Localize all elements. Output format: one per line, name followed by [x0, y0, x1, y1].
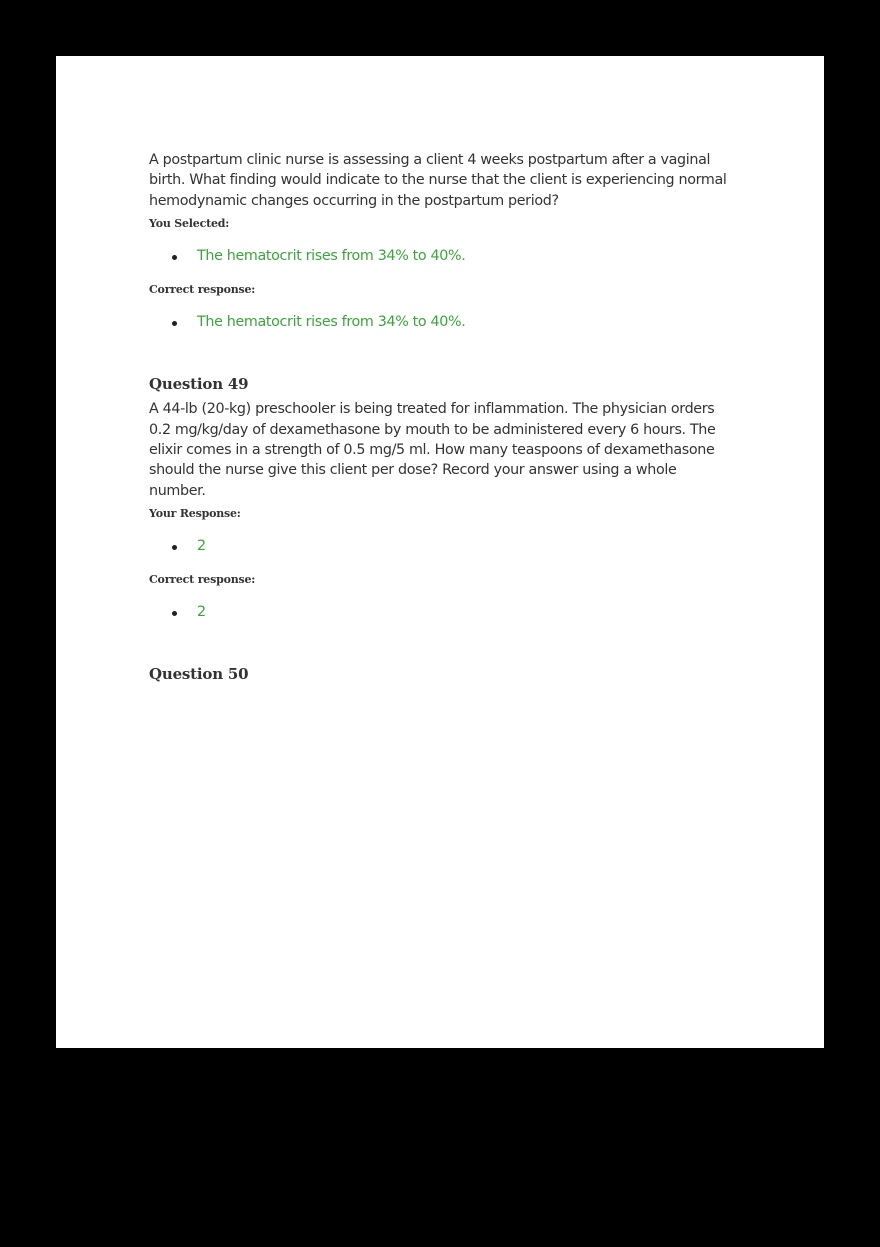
you-selected-label: You Selected: — [149, 217, 230, 231]
document-page — [56, 56, 824, 1048]
correct-answer-text: 2 — [197, 604, 206, 621]
question-prompt: A 44-lb (20-kg) preschooler is being treated for inflammation. The physician orders 0.2 mg/kg/day of dexamethasone by mouth to be administered every 6 hours. The elixir comes in a strength of 0.5 mg/5 ml. How many teaspoons of dexamethasone should the nurse give this client per dose? Record your answer using a whole number. — [149, 401, 716, 499]
question-heading: Question 50 — [149, 665, 249, 684]
question-prompt: A postpartum clinic nurse is assessing a client 4 weeks postpartum after a vaginal birth. What finding would indicate to the nurse that the client is experiencing normal hemodynamic changes occurring in the postpartum period? — [149, 152, 727, 209]
your-response-text: 2 — [197, 538, 206, 555]
correct-answer-list — [149, 602, 729, 622]
bullet-icon — [172, 611, 177, 616]
question-heading: Question 49 — [149, 375, 249, 394]
selected-answer-text: The hematocrit rises from 34% to 40%. — [197, 248, 466, 265]
page-content — [149, 150, 729, 683]
your-response-list — [149, 536, 729, 556]
question-49 — [149, 375, 729, 622]
your-response-item — [149, 536, 729, 556]
correct-response-label: Correct response: — [149, 573, 256, 587]
bullet-icon — [172, 321, 177, 326]
bullet-icon — [172, 545, 177, 550]
question-50 — [149, 665, 729, 683]
correct-answer-item — [149, 312, 729, 332]
selected-answer-list — [149, 246, 729, 266]
correct-response-label: Correct response: — [149, 283, 256, 297]
question-48 — [149, 150, 729, 332]
bullet-icon — [172, 255, 177, 260]
correct-answer-text: The hematocrit rises from 34% to 40%. — [197, 314, 466, 331]
selected-answer-item — [149, 246, 729, 266]
correct-answer-list — [149, 312, 729, 332]
correct-answer-item — [149, 602, 729, 622]
your-response-label: Your Response: — [149, 507, 241, 521]
